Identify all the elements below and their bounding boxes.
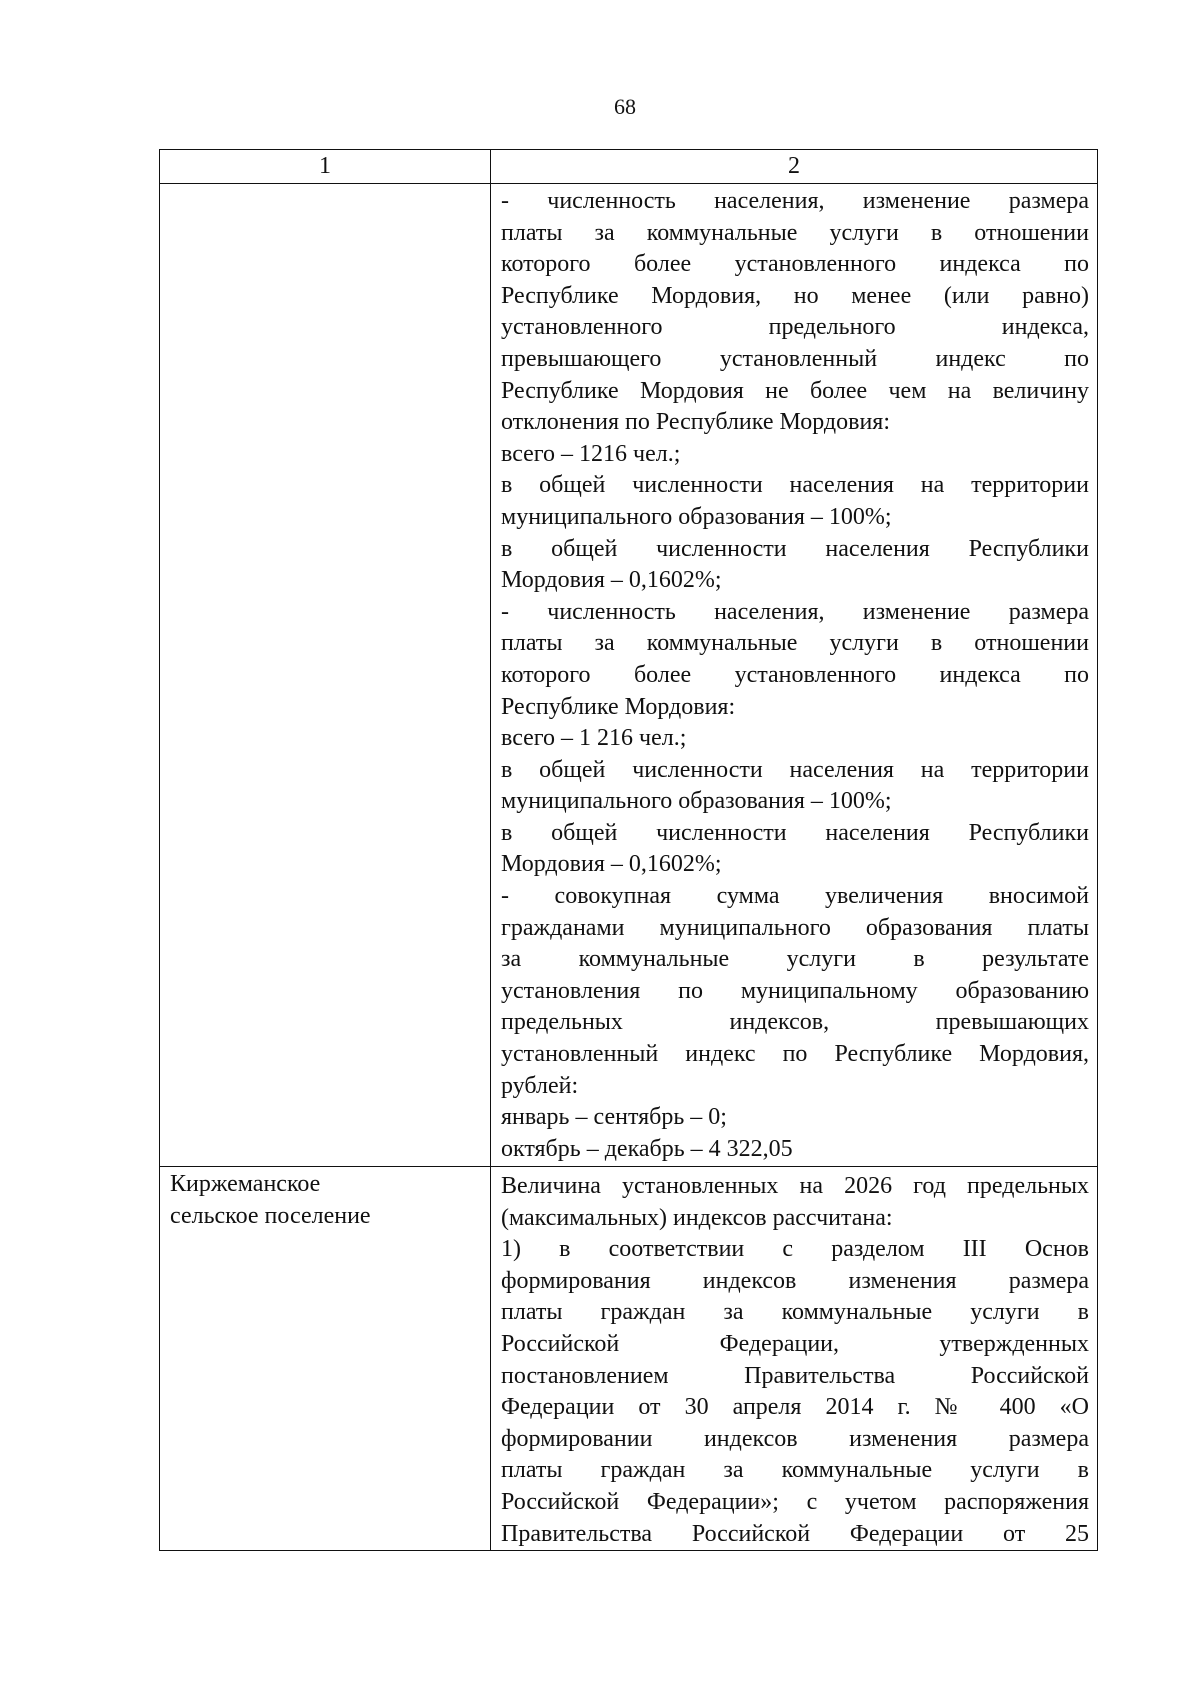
text-line: (максимальных) индексов рассчитана: — [501, 1204, 893, 1231]
text-line: платы граждан за коммунальные услуги в — [501, 1299, 1089, 1326]
text-line: муниципального образования – 100%; — [501, 503, 892, 530]
page-number: 68 — [614, 94, 636, 119]
text-line: октябрь – декабрь – 4 322,05 — [501, 1135, 793, 1162]
text-line: 1) в соответствии с разделом III Основ — [501, 1236, 1089, 1263]
text-line: отклонения по Республике Мордовия: — [501, 409, 891, 436]
table-row — [160, 184, 1098, 1167]
text-line: - совокупная сумма увеличения вносимой — [501, 883, 1089, 910]
text-line: Мордовия – 0,1602%; — [501, 851, 722, 878]
text-line: постановлением Правительства Российской — [501, 1362, 1089, 1389]
text-line: Республике Мордовия, но менее (или равно) — [501, 282, 1089, 309]
text-line: платы граждан за коммунальные услуги в — [501, 1457, 1089, 1484]
document-table — [159, 149, 1098, 1551]
text-line: установленный индекс по Республике Мордовия, — [501, 1041, 1089, 1068]
text-line: предельных индексов, превышающих — [501, 1009, 1089, 1036]
text-line: гражданами муниципального образования платы — [501, 914, 1089, 941]
text-line: Правительства Российской Федерации от 25 — [501, 1520, 1089, 1547]
text-line: превышающего установленный индекс по — [501, 345, 1089, 372]
column-header-2: 2 — [491, 150, 1098, 184]
text-line: - численность населения, изменение размера — [501, 188, 1089, 214]
text-line: Российской Федерации, утвержденных — [501, 1330, 1089, 1357]
text-line: в общей численности населения на территории — [501, 756, 1089, 783]
text-line: муниципального образования – 100%; — [501, 788, 892, 815]
text-line: установленного предельного индекса, — [501, 314, 1089, 341]
text-line: январь – сентябрь – 0; — [501, 1104, 727, 1131]
text-line: формирования индексов изменения размера — [501, 1267, 1089, 1294]
table-row — [160, 1167, 1098, 1551]
text-line: Республике Мордовия не более чем на величину — [501, 377, 1089, 404]
text-line: за коммунальные услуги в результате — [501, 946, 1089, 973]
text-line: Федерации от 30 апреля 2014 г. № 400 «О — [501, 1394, 1089, 1421]
text-line: установления по муниципальному образованию — [501, 977, 1089, 1004]
municipality-name-line: Киржеманское — [170, 1171, 321, 1197]
description-cell — [491, 1167, 1098, 1551]
column-header-1: 1 — [160, 150, 491, 184]
municipality-name-line: сельское поселение — [170, 1202, 371, 1229]
municipality-name-cell — [160, 184, 491, 1167]
text-line: которого более установленного индекса по — [501, 661, 1089, 688]
text-line: формировании индексов изменения размера — [501, 1425, 1089, 1452]
text-line: Мордовия – 0,1602%; — [501, 567, 722, 594]
municipality-name-cell — [160, 1167, 491, 1551]
text-line: в общей численности населения Республики — [501, 819, 1089, 846]
text-line: Величина установленных на 2026 год предельных — [501, 1173, 1089, 1199]
text-line: - численность населения, изменение размера — [501, 598, 1089, 625]
text-line: которого более установленного индекса по — [501, 251, 1089, 278]
description-cell — [491, 184, 1098, 1167]
text-line: в общей численности населения на территории — [501, 472, 1089, 499]
text-line: рублей: — [501, 1072, 579, 1099]
text-line: всего – 1 216 чел.; — [501, 725, 687, 752]
text-line: в общей численности населения Республики — [501, 535, 1089, 562]
text-line: всего – 1216 чел.; — [501, 440, 681, 467]
text-line: платы за коммунальные услуги в отношении — [501, 219, 1089, 246]
text-line: Российской Федерации»; с учетом распоряжения — [501, 1488, 1089, 1515]
table-header-row — [160, 150, 1098, 184]
text-line: Республике Мордовия: — [501, 693, 736, 720]
text-line: платы за коммунальные услуги в отношении — [501, 630, 1089, 657]
